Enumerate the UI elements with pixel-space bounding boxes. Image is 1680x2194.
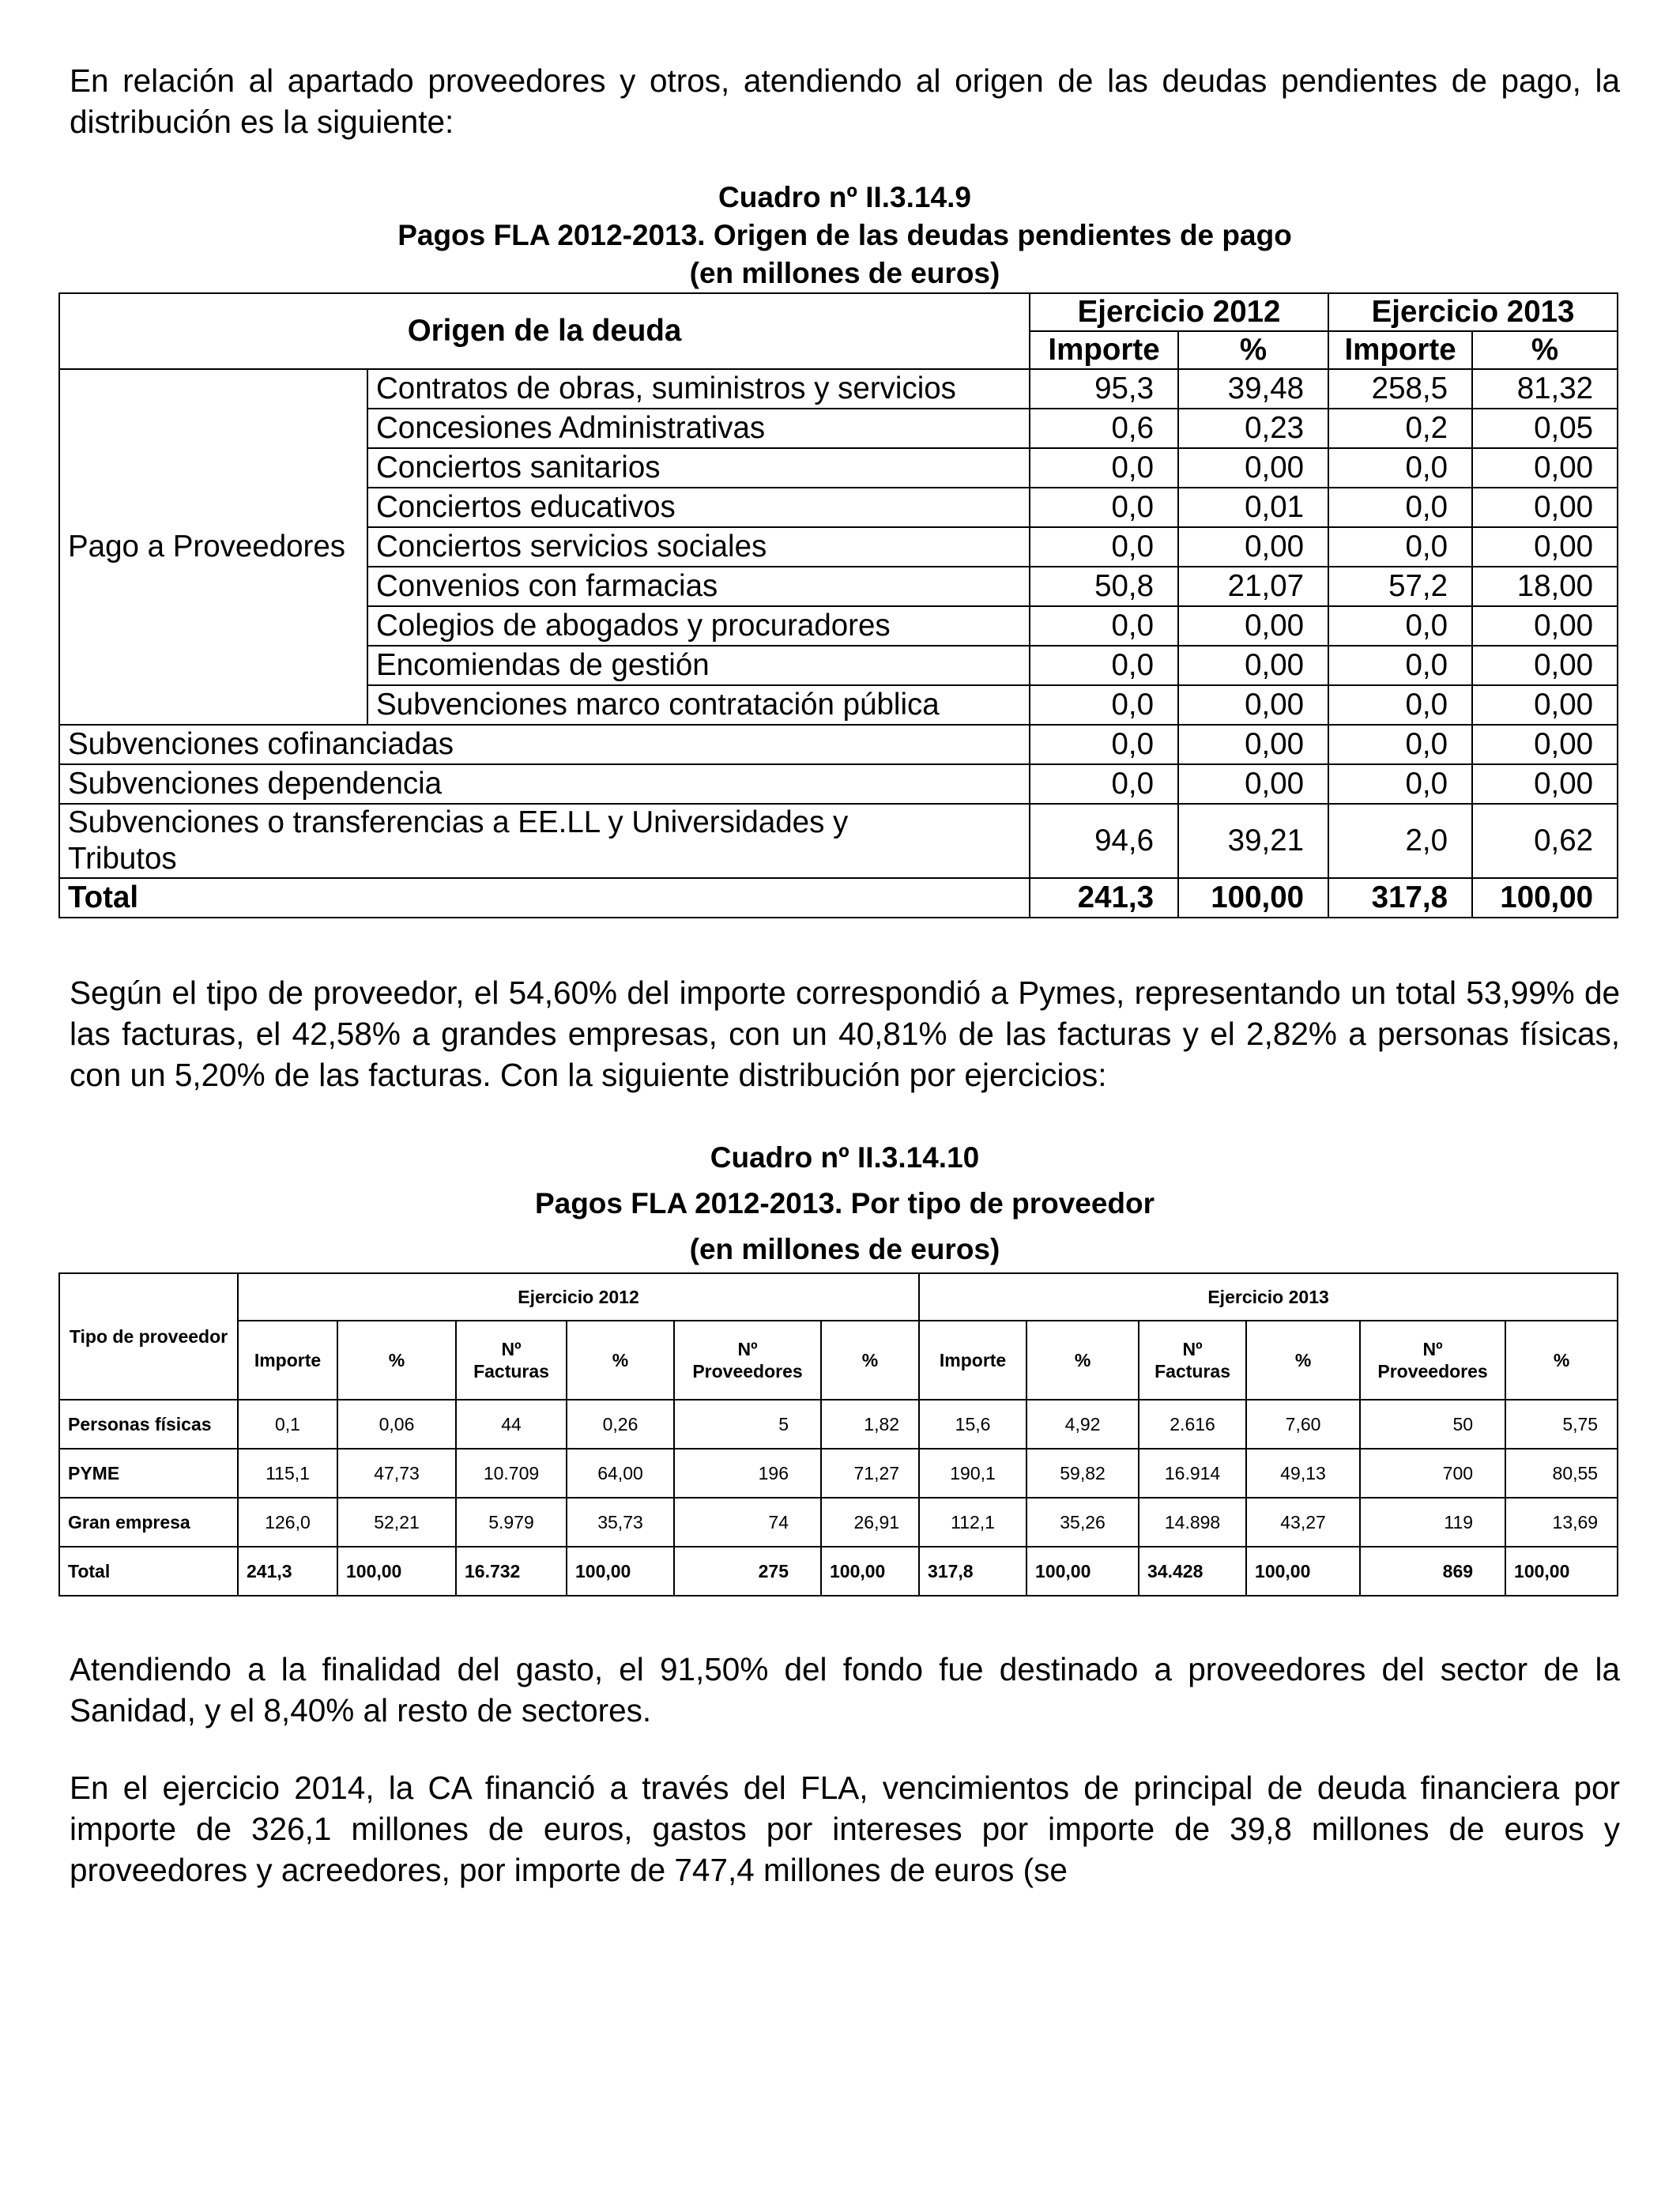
subheader-pct-facturas-2012: % <box>567 1321 674 1400</box>
cell-imp2012: 0,0 <box>1030 488 1178 527</box>
cell-value: 241,3 <box>238 1547 337 1596</box>
cell-imp2012: 0,0 <box>1030 685 1178 725</box>
cell-imp2012: 0,0 <box>1030 527 1178 567</box>
cell-value: 7,60 <box>1246 1400 1360 1449</box>
cell-imp2013: 0,0 <box>1328 764 1472 804</box>
cell-value: 59,82 <box>1026 1449 1139 1498</box>
cell-imp2012: 50,8 <box>1030 567 1178 606</box>
cell-pct2012: 0,23 <box>1178 409 1328 448</box>
cell-pct2012: 0,00 <box>1178 606 1328 646</box>
table-row <box>59 725 1618 764</box>
cell-pct2012: 0,00 <box>1178 448 1328 488</box>
header-provider-type: Tipo de proveedor <box>59 1273 238 1400</box>
subheader-pct-2013: % <box>1472 331 1618 369</box>
subheader-pct-2012: % <box>1178 331 1328 369</box>
cell-value: 14.898 <box>1139 1498 1246 1547</box>
cell-imp2012: 0,0 <box>1030 646 1178 685</box>
table1-caption-number: Cuadro nº II.3.14.9 <box>718 181 971 213</box>
origin-of-debt-table <box>58 292 1618 918</box>
cell-value: 52,21 <box>337 1498 456 1547</box>
intro-paragraph: En relación al apartado proveedores y otros, atendiendo al origen de las deudas pendientes de pago, la distribución es la siguiente: <box>70 62 1620 140</box>
row-label: PYME <box>59 1449 238 1498</box>
cell-pct2012: 0,00 <box>1178 527 1328 567</box>
cell-value: 71,27 <box>821 1449 919 1498</box>
cell-value: 43,27 <box>1246 1498 1360 1547</box>
cell-value: 5,75 <box>1505 1400 1618 1449</box>
cell-value: 74 <box>674 1498 821 1547</box>
subheader-pct-proveedores-2013: % <box>1505 1321 1618 1400</box>
cell-value: 100,00 <box>337 1547 456 1596</box>
row-label: Encomiendas de gestión <box>367 646 1030 685</box>
subheader-proveedores-2012: Nº Proveedores <box>674 1321 821 1400</box>
header-origin: Origen de la deuda <box>59 293 1030 369</box>
purpose-paragraph: Atendiendo a la finalidad del gasto, el 91,50% del fondo fue destinado a proveedores del sector de la Sanidad, y el 8,40% al resto de sectores. <box>70 1651 1620 1728</box>
cell-value: 50 <box>1360 1400 1505 1449</box>
total-pct2012: 100,00 <box>1178 878 1328 918</box>
row-label: Gran empresa <box>59 1498 238 1547</box>
table-row <box>59 764 1618 804</box>
cell-imp2012: 0,0 <box>1030 764 1178 804</box>
cell-pct2013: 18,00 <box>1472 567 1618 606</box>
cell-pct2012: 0,00 <box>1178 764 1328 804</box>
cell-value: 80,55 <box>1505 1449 1618 1498</box>
cell-imp2013: 0,0 <box>1328 725 1472 764</box>
cell-imp2012: 0,6 <box>1030 409 1178 448</box>
table-row <box>59 1400 1618 1449</box>
cell-pct2012: 0,00 <box>1178 725 1328 764</box>
table-row <box>59 1449 1618 1498</box>
cell-imp2012: 0,0 <box>1030 448 1178 488</box>
cell-value: 13,69 <box>1505 1498 1618 1547</box>
subheader-pct-proveedores-2012: % <box>821 1321 919 1400</box>
cell-value: 2.616 <box>1139 1400 1246 1449</box>
cell-imp2013: 0,0 <box>1328 488 1472 527</box>
subheader-importe-2013: Importe <box>1328 331 1472 369</box>
cell-value: 15,6 <box>919 1400 1026 1449</box>
cell-imp2013: 2,0 <box>1328 804 1472 878</box>
cell-value: 44 <box>456 1400 567 1449</box>
cell-value: 0,1 <box>238 1400 337 1449</box>
total-imp2012: 241,3 <box>1030 878 1178 918</box>
subheader-importe-2012: Importe <box>1030 331 1178 369</box>
row-label: Colegios de abogados y procuradores <box>367 606 1030 646</box>
subheader-facturas-2013: Nº Facturas <box>1139 1321 1246 1400</box>
cell-pct2012: 0,00 <box>1178 646 1328 685</box>
row-label: Conciertos servicios sociales <box>367 527 1030 567</box>
cell-imp2013: 0,0 <box>1328 606 1472 646</box>
cell-imp2013: 258,5 <box>1328 369 1472 409</box>
provider-type-paragraph: Según el tipo de proveedor, el 54,60% del importe correspondió a Pymes, representando un total 53,99% de las facturas, el 42,58% a grandes empresas, con un 40,81% de las facturas y el 2,82% a personas físicas, con un 5,20% de las facturas. Con la siguiente distribución por ejercicios: <box>70 974 1620 1093</box>
cell-value: 275 <box>674 1547 821 1596</box>
header-ejercicio-2013: Ejercicio 2013 <box>919 1273 1618 1321</box>
cell-imp2013: 0,0 <box>1328 527 1472 567</box>
subheader-pct-importe-2012: % <box>337 1321 456 1400</box>
cell-value: 10.709 <box>456 1449 567 1498</box>
cell-pct2013: 0,00 <box>1472 646 1618 685</box>
cell-value: 49,13 <box>1246 1449 1360 1498</box>
row-label: Subvenciones dependencia <box>59 764 1030 804</box>
subheader-pct-importe-2013: % <box>1026 1321 1139 1400</box>
cell-pct2013: 0,00 <box>1472 764 1618 804</box>
subheader-proveedores-2013: Nº Proveedores <box>1360 1321 1505 1400</box>
header-2013: Ejercicio 2013 <box>1328 293 1618 331</box>
cell-imp2012: 94,6 <box>1030 804 1178 878</box>
cell-pct2012: 0,01 <box>1178 488 1328 527</box>
cell-value: 190,1 <box>919 1449 1026 1498</box>
cell-pct2013: 0,00 <box>1472 606 1618 646</box>
cell-imp2012: 0,0 <box>1030 606 1178 646</box>
row-label: Total <box>59 1547 238 1596</box>
group-label-pago-proveedores: Pago a Proveedores <box>59 369 367 725</box>
cell-imp2013: 0,2 <box>1328 409 1472 448</box>
cell-pct2012: 21,07 <box>1178 567 1328 606</box>
cell-value: 16.732 <box>456 1547 567 1596</box>
row-label: Subvenciones marco contratación pública <box>367 685 1030 725</box>
cell-value: 34.428 <box>1139 1547 1246 1596</box>
total-label: Total <box>59 878 1030 918</box>
total-row <box>59 1547 1618 1596</box>
cell-value: 119 <box>1360 1498 1505 1547</box>
subheader-facturas-2012: Nº Facturas <box>456 1321 567 1400</box>
cell-pct2012: 39,21 <box>1178 804 1328 878</box>
cell-value: 100,00 <box>1026 1547 1139 1596</box>
cell-pct2013: 0,00 <box>1472 448 1618 488</box>
subheader-importe-2012: Importe <box>238 1321 337 1400</box>
cell-value: 64,00 <box>567 1449 674 1498</box>
table-row <box>59 369 1618 409</box>
cell-imp2013: 57,2 <box>1328 567 1472 606</box>
cell-imp2013: 0,0 <box>1328 685 1472 725</box>
cell-value: 100,00 <box>1505 1547 1618 1596</box>
row-label: Concesiones Administrativas <box>367 409 1030 448</box>
header-2012: Ejercicio 2012 <box>1030 293 1328 331</box>
row-label: Personas físicas <box>59 1400 238 1449</box>
cell-pct2013: 0,00 <box>1472 685 1618 725</box>
total-row <box>59 878 1618 918</box>
cell-imp2012: 0,0 <box>1030 725 1178 764</box>
cell-imp2013: 0,0 <box>1328 646 1472 685</box>
table2-caption-title: Pagos FLA 2012-2013. Por tipo de proveedor <box>534 1187 1155 1220</box>
subheader-pct-facturas-2013: % <box>1246 1321 1360 1400</box>
row-label: Subvenciones o transferencias a EE.LL y Universidades y Tributos <box>59 804 1030 878</box>
cell-imp2013: 0,0 <box>1328 448 1472 488</box>
cell-pct2013: 0,62 <box>1472 804 1618 878</box>
cell-pct2013: 0,00 <box>1472 488 1618 527</box>
cell-pct2012: 0,00 <box>1178 685 1328 725</box>
subheader-importe-2013: Importe <box>919 1321 1026 1400</box>
cell-value: 5.979 <box>456 1498 567 1547</box>
table-row <box>59 804 1618 878</box>
row-label: Conciertos sanitarios <box>367 448 1030 488</box>
cell-value: 4,92 <box>1026 1400 1139 1449</box>
cell-value: 100,00 <box>1246 1547 1360 1596</box>
cell-value: 26,91 <box>821 1498 919 1547</box>
table-row <box>59 1498 1618 1547</box>
table2-caption-number: Cuadro nº II.3.14.10 <box>710 1141 980 1174</box>
cell-value: 5 <box>674 1400 821 1449</box>
cell-value: 35,26 <box>1026 1498 1139 1547</box>
total-imp2013: 317,8 <box>1328 878 1472 918</box>
table2-caption-units: (en millones de euros) <box>689 1233 1000 1265</box>
cell-value: 317,8 <box>919 1547 1026 1596</box>
cell-value: 869 <box>1360 1547 1505 1596</box>
cell-value: 100,00 <box>821 1547 919 1596</box>
cell-pct2012: 39,48 <box>1178 369 1328 409</box>
row-label: Convenios con farmacias <box>367 567 1030 606</box>
cell-value: 100,00 <box>567 1547 674 1596</box>
row-label: Conciertos educativos <box>367 488 1030 527</box>
cell-value: 196 <box>674 1449 821 1498</box>
row-label: Contratos de obras, suministros y servicios <box>367 369 1030 409</box>
cell-value: 0,06 <box>337 1400 456 1449</box>
cell-pct2013: 0,00 <box>1472 527 1618 567</box>
cell-value: 35,73 <box>567 1498 674 1547</box>
cell-pct2013: 81,32 <box>1472 369 1618 409</box>
header-ejercicio-2012: Ejercicio 2012 <box>238 1273 919 1321</box>
provider-type-table <box>58 1272 1618 1596</box>
cell-value: 1,82 <box>821 1400 919 1449</box>
fla-2014-paragraph: En el ejercicio 2014, la CA financió a través del FLA, vencimientos de principal de deuda financiera por importe de 326,1 millones de euros, gastos por intereses por importe de 39,8 millones de euros y proveedores y acreedores, por importe de 747,4 millones de euros (se <box>70 1770 1620 1888</box>
cell-value: 0,26 <box>567 1400 674 1449</box>
cell-value: 126,0 <box>238 1498 337 1547</box>
cell-value: 115,1 <box>238 1449 337 1498</box>
cell-value: 112,1 <box>919 1498 1026 1547</box>
total-pct2013: 100,00 <box>1472 878 1618 918</box>
cell-value: 700 <box>1360 1449 1505 1498</box>
cell-pct2013: 0,00 <box>1472 725 1618 764</box>
table1-caption-title: Pagos FLA 2012-2013. Origen de las deudas pendientes de pago <box>397 219 1292 251</box>
cell-pct2013: 0,05 <box>1472 409 1618 448</box>
document-page <box>70 60 1620 1891</box>
cell-value: 47,73 <box>337 1449 456 1498</box>
cell-value: 16.914 <box>1139 1449 1246 1498</box>
table1-caption-units: (en millones de euros) <box>689 257 1000 289</box>
cell-imp2012: 95,3 <box>1030 369 1178 409</box>
row-label: Subvenciones cofinanciadas <box>59 725 1030 764</box>
